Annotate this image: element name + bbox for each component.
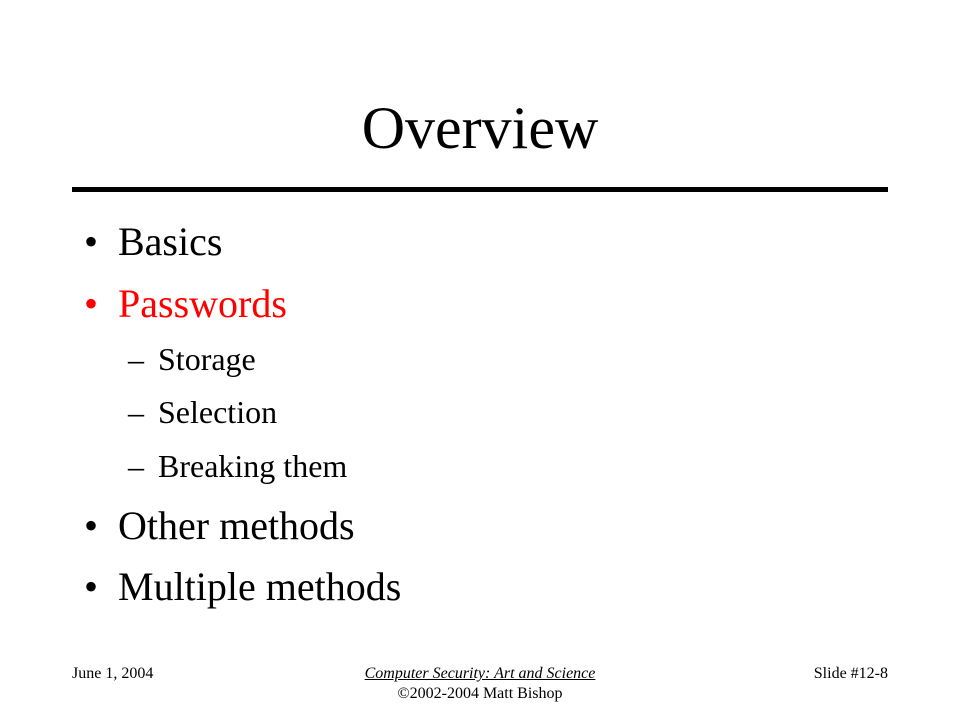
sub-item-marker: – (128, 448, 144, 484)
sub-item-breaking-them (128, 447, 347, 485)
footer-course-title: Computer Security: Art and Science (364, 665, 596, 682)
footer-slide-number: Slide #12-8 (813, 665, 888, 682)
bullet-item-basics (84, 218, 222, 266)
footer-center (280, 664, 680, 704)
bullet-text: Other methods (118, 503, 355, 548)
sub-item-selection (128, 393, 277, 431)
bullet-text: Passwords (118, 281, 287, 326)
footer-copyright: ©2002-2004 Matt Bishop (397, 685, 563, 702)
slide-title: Overview (361, 95, 599, 161)
footer-date: June 1, 2004 (72, 665, 154, 682)
bullet-text: Multiple methods (118, 564, 402, 609)
bullet-marker: • (84, 281, 99, 326)
sub-item-text: Selection (158, 394, 278, 430)
sub-item-text: Storage (158, 341, 256, 377)
sub-item-storage (128, 340, 256, 378)
bullet-item-multiple-methods (84, 563, 401, 611)
bullet-marker: • (84, 503, 99, 548)
sub-item-text: Breaking them (158, 448, 348, 484)
bullet-marker: • (84, 564, 99, 609)
sub-item-marker: – (128, 394, 144, 430)
sub-item-marker: – (128, 341, 144, 377)
bullet-text: Basics (118, 219, 223, 264)
bullet-item-passwords (84, 280, 287, 328)
bullet-item-other-methods (84, 502, 355, 550)
bullet-marker: • (84, 219, 99, 264)
